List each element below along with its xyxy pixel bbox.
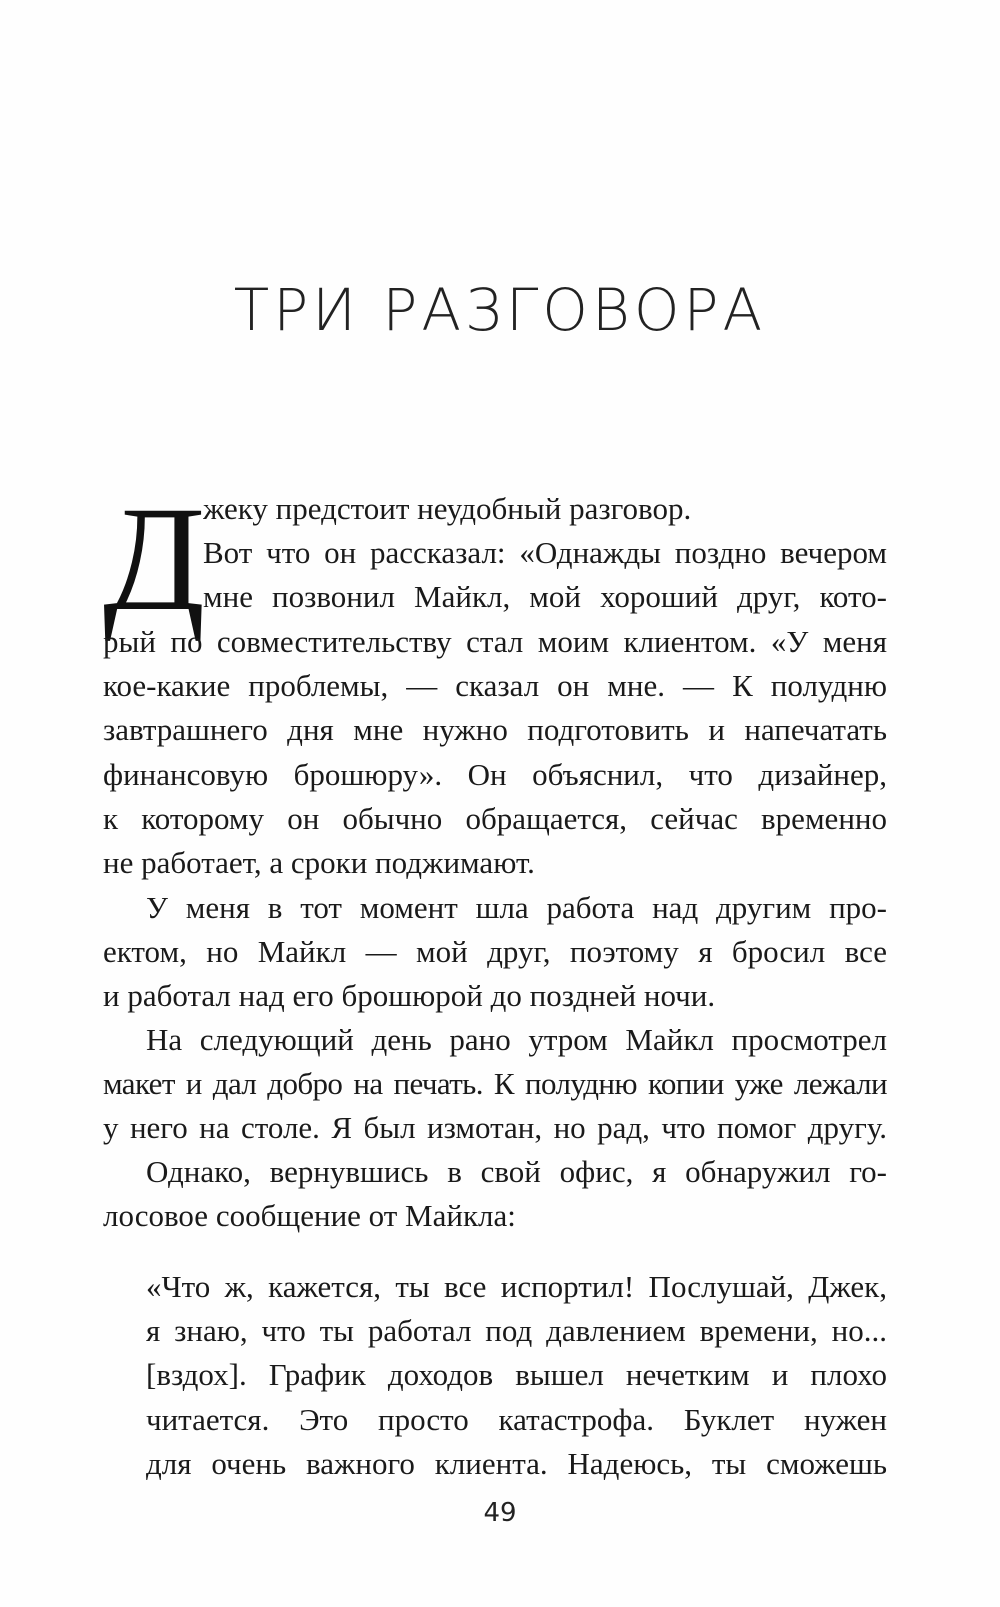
text-line: я знаю, что ты работал под давлением времени, но... — [146, 1313, 887, 1349]
text-line: [вздох]. График доходов вышел нечетким и плохо — [146, 1357, 887, 1393]
text-line: у него на столе. Я был измотан, но рад, что помог другу. — [103, 1110, 887, 1146]
text-line: к которому он обычно обращается, сейчас временно — [103, 800, 887, 836]
text-line: Вот что он рассказал: «Однажды поздно вечером — [203, 535, 887, 571]
chapter-title: ТРИ РАЗГОВОРА — [233, 276, 767, 344]
text-line: и работал над его брошюрой до поздней ночи. — [103, 978, 716, 1014]
text-line: «Что ж, кажется, ты все испортил! Послушай, Джек, — [146, 1269, 887, 1304]
text-line: кое-какие проблемы, — сказал он мне. — К полудню — [103, 668, 887, 704]
text-line: ектом, но Майкл — мой друг, поэтому я бросил все — [103, 934, 887, 970]
text-line: У меня в тот момент шла работа над другим про- — [146, 890, 887, 925]
paragraph-2 — [103, 886, 887, 1019]
text-line: мне позвонил Майкл, мой хороший друг, кото- — [203, 579, 887, 615]
text-line: макет и дал добро на печать. К полудню копии уже лежали — [103, 1066, 887, 1102]
text-line: Однако, вернувшись в свой офис, я обнаружил го- — [146, 1154, 887, 1189]
paragraph-3 — [103, 1018, 887, 1151]
first-paragraph-dropcap-lines — [103, 487, 887, 620]
text-line: финансовую брошюру». Он объяснил, что дизайнер, — [103, 756, 887, 792]
text-line: жеку предстоит неудобный разговор. — [203, 491, 692, 526]
quote-block — [146, 1265, 887, 1486]
text-line: рый по совместительству стал моим клиентом. «У меня — [103, 624, 887, 659]
text-line: читается. Это просто катастрофа. Буклет нужен — [146, 1401, 887, 1437]
text-line: На следующий день рано утром Майкл просмотрел — [146, 1022, 887, 1057]
page-number: 49 — [483, 1498, 517, 1528]
first-paragraph — [103, 620, 887, 885]
text-line: не работает, а сроки поджимают. — [103, 844, 535, 880]
drop-cap: Д — [103, 476, 206, 642]
text-line: лосовое сообщение от Майкла: — [103, 1198, 516, 1234]
text-line: для очень важного клиента. Надеюсь, ты сможешь — [146, 1445, 887, 1481]
paragraph-4 — [103, 1150, 887, 1238]
text-line: завтрашнего дня мне нужно подготовить и напечатать — [103, 712, 887, 748]
